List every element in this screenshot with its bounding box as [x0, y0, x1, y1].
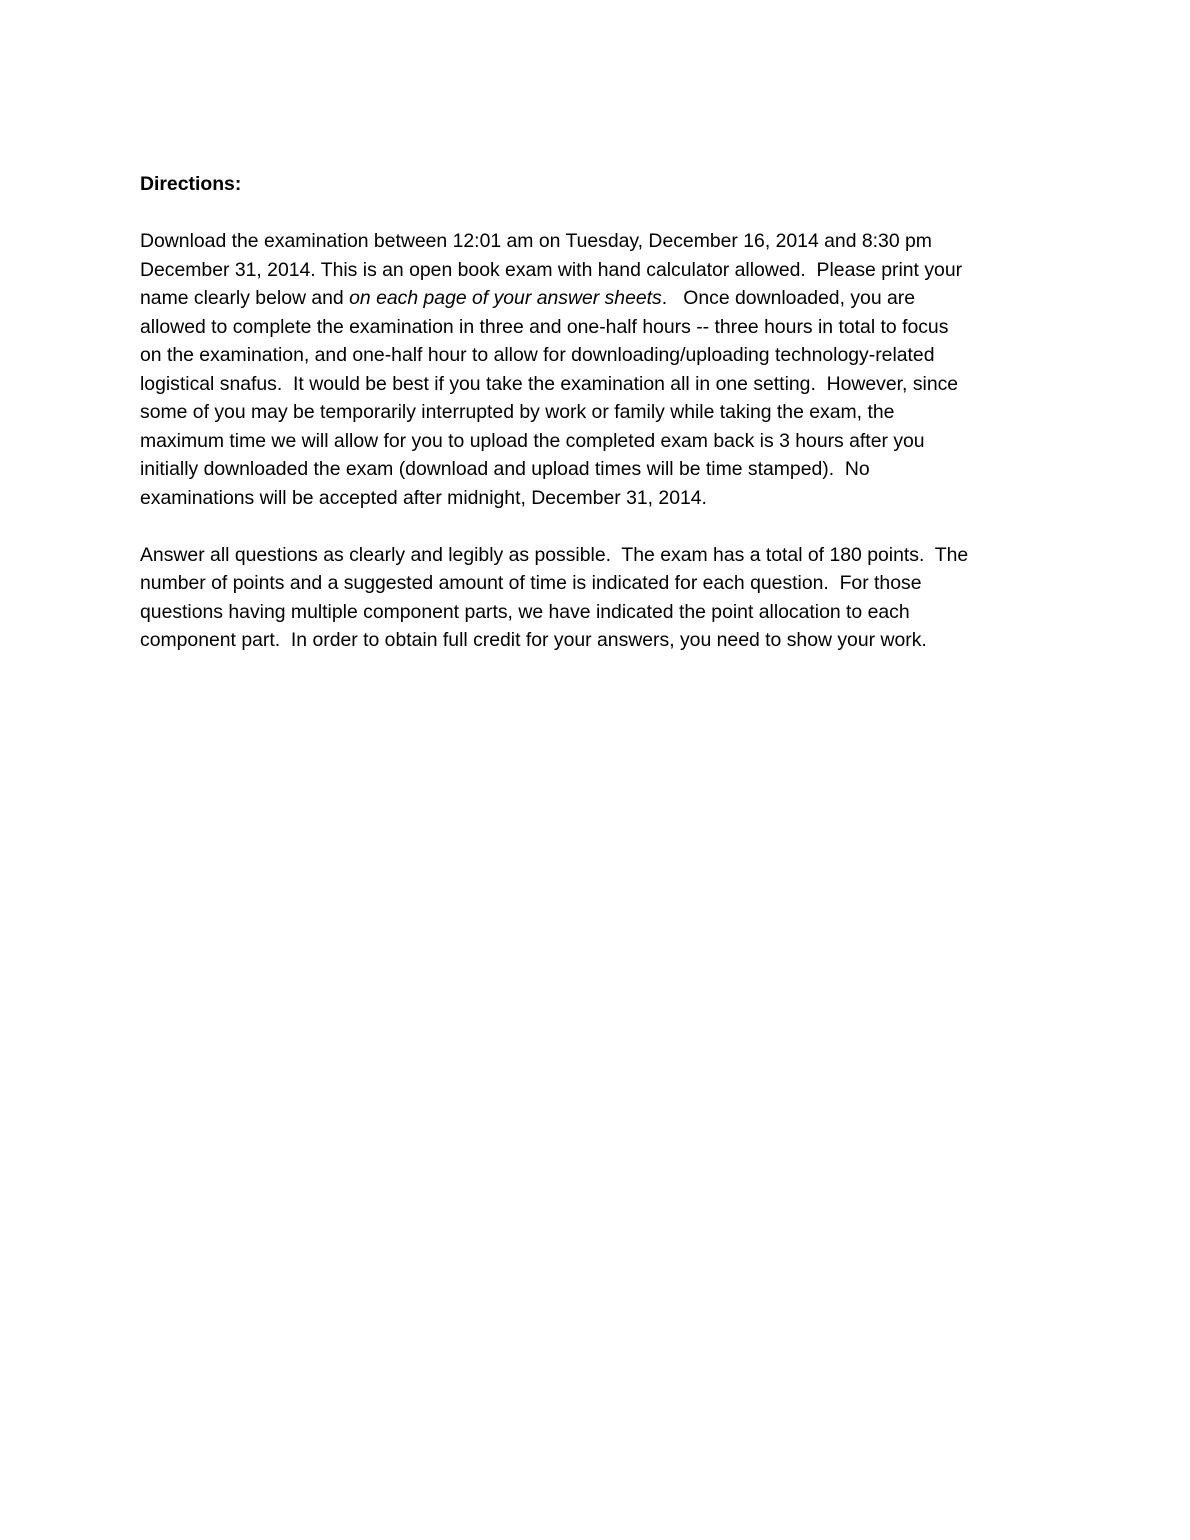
emphasized-text: on each page of your answer sheets	[349, 287, 662, 309]
directions-paragraph-2	[140, 541, 1060, 655]
paragraph-line: logistical snafus. It would be best if you take the examination all in one setting. However, since	[140, 372, 959, 395]
paragraph-line: examinations will be accepted after midnight, December 31, 2014.	[140, 486, 707, 509]
paragraph-line: maximum time we will allow for you to upload the completed exam back is 3 hours after you	[140, 429, 925, 452]
text-run: name clearly below and	[140, 287, 350, 309]
paragraph-line: initially downloaded the exam (download and upload times will be time stamped). No	[140, 458, 870, 480]
paragraph-line: Download the examination between 12:01 am on Tuesday, December 16, 2014 and 8:30 pm	[140, 230, 932, 252]
paragraph-line: Answer all questions as clearly and legibly as possible. The exam has a total of 180 points. The	[140, 543, 969, 566]
paragraph-line: allowed to complete the examination in three and one-half hours -- three hours in total to focus	[140, 315, 949, 338]
paragraph-line	[140, 284, 1060, 313]
paragraph-line: questions having multiple component parts, we have indicated the point allocation to each	[140, 600, 910, 623]
paragraph-line: December 31, 2014. This is an open book exam with hand calculator allowed. Please print your	[140, 258, 963, 281]
directions-heading: Directions:	[140, 173, 242, 195]
directions-paragraph-1	[140, 227, 1060, 512]
paragraph-line: some of you may be temporarily interrupted by work or family while taking the exam, the	[140, 401, 895, 423]
paragraph-line: component part. In order to obtain full credit for your answers, you need to show your work.	[140, 629, 927, 651]
text-run: . Once downloaded, you are	[661, 287, 916, 309]
paragraph-line: on the examination, and one-half hour to allow for downloading/uploading technology-related	[140, 344, 935, 366]
document-body	[140, 170, 1060, 655]
paragraph-line: number of points and a suggested amount of time is indicated for each question. For those	[140, 572, 922, 594]
